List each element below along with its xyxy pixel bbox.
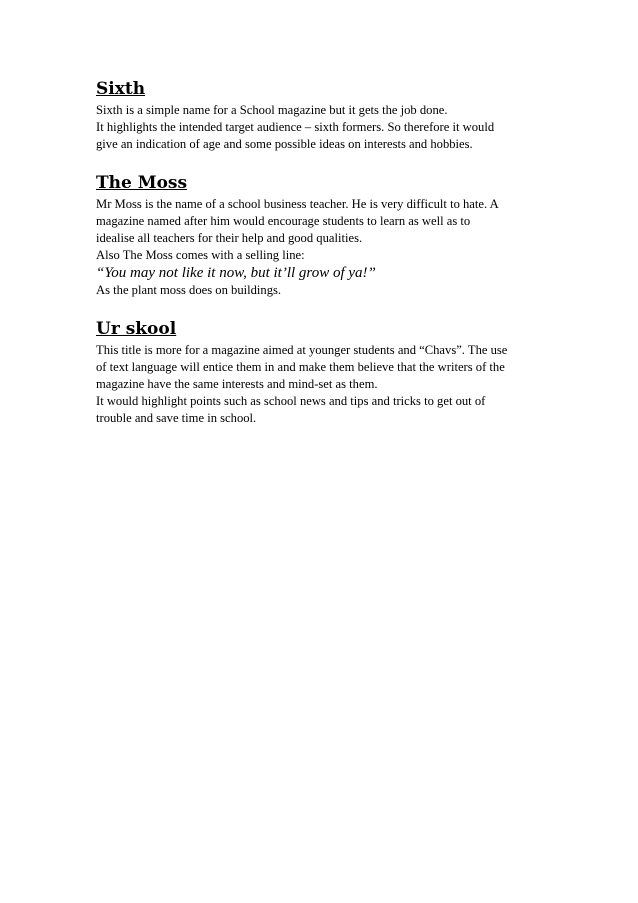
section-title: Ur skool: [96, 318, 177, 339]
paragraph-line: Also The Moss comes with a selling line:: [96, 248, 305, 263]
paragraph-line: This title is more for a magazine aimed at younger students and “Chavs”. The use: [96, 342, 508, 357]
section-sixth: [96, 78, 556, 154]
paragraph-line: give an indication of age and some possible ideas on interests and hobbies.: [96, 137, 473, 152]
paragraph-line: idealise all teachers for their help and good qualities.: [96, 231, 363, 246]
paragraph-line: Mr Moss is the name of a school business teacher. He is very difficult to hate. A: [96, 196, 499, 211]
section-title: Sixth: [96, 79, 146, 99]
paragraph-line: As the plant moss does on buildings.: [96, 283, 282, 298]
section-title: The Moss: [96, 172, 188, 193]
paragraph-line: of text language will entice them in and make them believe that the writers of the: [96, 359, 505, 374]
selling-line-quote: “You may not like it now, but it’ll grow of ya!”: [96, 265, 376, 282]
paragraph-line: trouble and save time in school.: [96, 411, 257, 426]
paragraph-line: magazine named after him would encourage students to learn as well as to: [96, 213, 471, 228]
document-page: [96, 78, 556, 446]
paragraph-line: magazine have the same interests and mind-set as them.: [96, 377, 378, 392]
paragraph-line: It highlights the intended target audience – sixth formers. So therefore it would: [96, 120, 495, 135]
section-ur-skool: [96, 318, 556, 428]
paragraph-line: It would highlight points such as school news and tips and tricks to get out of: [96, 394, 486, 409]
paragraph-line: Sixth is a simple name for a School magazine but it gets the job done.: [96, 103, 448, 117]
section-the-moss: [96, 172, 556, 300]
